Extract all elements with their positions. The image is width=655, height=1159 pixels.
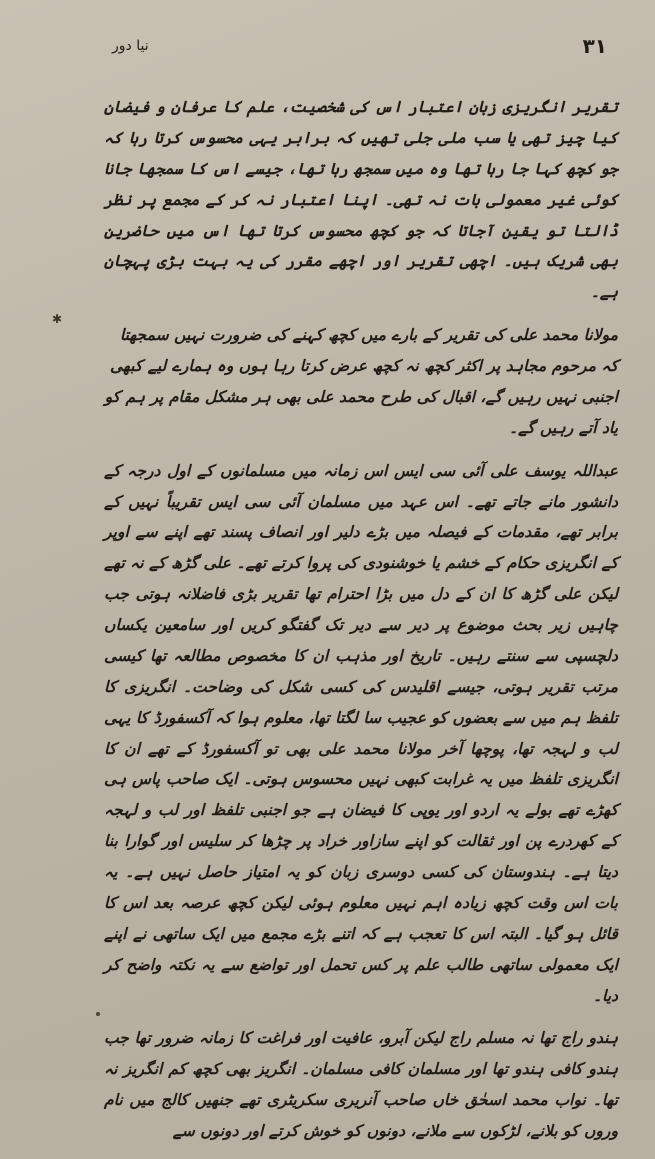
body-text [104, 92, 618, 1159]
paragraph-speech-impression: تقریر انگریزی زبان اعتبار اس کی شخصیت، علم کا عرفان و فیضان کیا چیز تھی یا سب ملی جلی تھیں کہ برابر یہی محسوس کرتا رہا کہ جو کچھ کہا جا رہا تھا وہ میں سمجھ رہا تھا، جیسے اس کا سمجھا جانا کوئی غیر معمولی بات نہ تھی۔ اپنا اعتبار نہ کر کے مجمع پر نظر ڈالتا تو یقین آجاتا کہ جو کچھ محسوس کرتا تھا اس میں حاضرین بھی شریک ہیں۔ اچھی تقریر اور اچھے مقرر کی یہ بہت بڑی پہچان ہے۔ [104, 98, 618, 302]
ink-dot [96, 1012, 100, 1016]
paragraph-hindu-muslim-era: ہندو راج تھا نہ مسلم راج لیکن آبرو، عافیت اور فراغت کا زمانہ ضرور تھا جب ہندو کافی ہندو تھا اور مسلمان کافی مسلمان۔ انگریز بھی کچھ کم انگریز نہ تھا۔ نواب محمد اسحٰق خاں صاحب آنریری سکریٹری تھے جنھیں کالج میں نام وروں کو بلانے، لڑکوں سے ملانے، دونوں کو خوش کرتے اور دونوں سے [104, 1029, 618, 1140]
page-number: ۳۱ [582, 34, 607, 58]
paragraph-abdullah-yusuf-ali: عبداللہ یوسف علی آئی سی ایس اس زمانہ میں مسلمانوں کے اول درجہ کے دانشور مانے جاتے تھے۔ اس عہد میں مسلمان آئی سی ایس تقریباً نہیں کے برابر تھے، مقدمات کے فیصلہ میں بڑے دلیر اور انصاف پسند تھے اپنے سے اوپر کے انگریزی حکام کے خشم یا خوشنودی کی پروا کرتے تھے۔ علی گڑھ کے نہ تھے لیکن علی گڑھ کا ان کے دل میں بڑا احترام تھا تقریر بڑی فاضلانہ ہوتی جب چاہیں زیر بحث موضوع پر دیر سے دیر تک گفتگو کریں اور سامعین یکساں دلچسپی سے سنتے رہیں۔ تاریخ اور مذہب ان کا مخصوص مطالعہ تھا کیسی مرتب تقریر ہوتی، جیسے اقلیدس کی کسی شکل کی وضاحت۔ انگریزی کا تلفظ ہم میں سے بعضوں کو عجیب سا لگتا تھا، معلوم ہوا کہ آکسفورڈ کا یہی لب و لہجہ تھا، پوچھا آخر مولانا محمد علی بھی تو آکسفورڈ کے تھے ان کا انگریزی تلفظ میں یہ غرابت کبھی نہیں محسوس ہوتی۔ ایک صاحب پاس ہی کھڑے تھے بولے یہ اردو اور یوپی کا فیضان ہے جو اجنبی تلفظ اور لب و لہجہ کے کھردرے پن اور ثقالت کو اپنے سازاور خراد پر چڑھا کر سلیس اور گوارا بنا دیتا ہے۔ ہندوستان کی کسی دوسری زبان کو یہ امتیاز حاصل نہیں ہے۔ یہ بات اس وقت کچھ زیادہ اہم نہیں معلوم ہوئی لیکن کچھ عرصہ بعد اس کا قائل ہو گیا۔ البتہ اس کا تعجب ہے کہ اتنے بڑے مجمع میں ایک ساتھی نے اپنے ایک معمولی ساتھی طالب علم پر کس تحمل اور تواضع سے یہ نکتہ واضح کر دیا۔ [104, 461, 618, 1005]
margin-asterisk-icon: ✱ [52, 312, 63, 326]
running-title: نیا دور [112, 38, 149, 54]
paragraph-maulana-muhammad-ali: مولانا محمد علی کی تقریر کے بارے میں کچھ کہنے کی ضرورت نہیں سمجھتا کہ مرحوم مجاہد پر اکثر کچھ نہ کچھ عرض کرتا رہا ہوں وہ ہمارے لیے کبھی اجنبی نہیں رہیں گے، اقبال کی طرح محمد علی بھی ہر مشکل مقام پر ہم کو یاد آتے رہیں گے۔ [104, 326, 618, 437]
page-header [0, 34, 655, 64]
